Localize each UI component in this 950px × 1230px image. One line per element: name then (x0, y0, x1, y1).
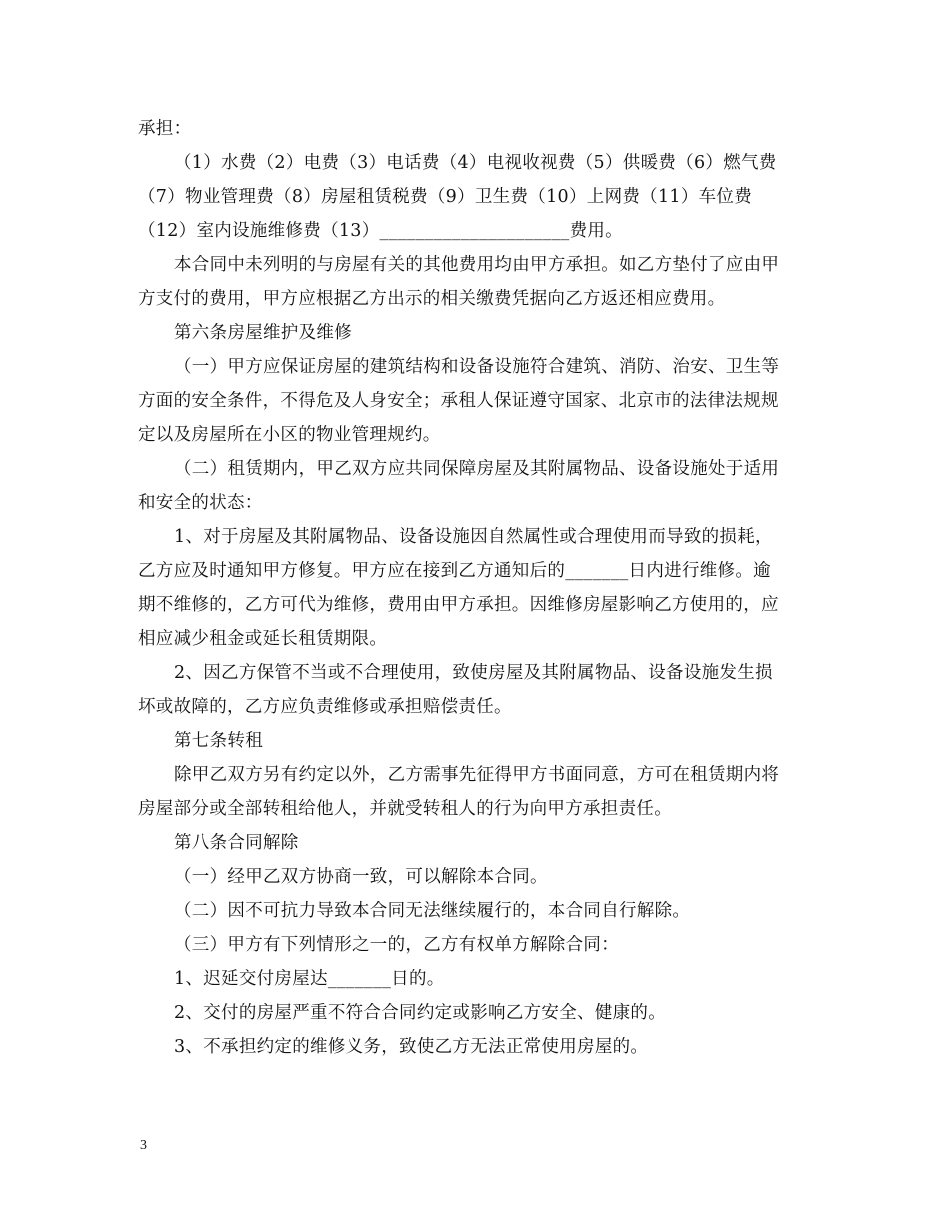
text-line: 2、因乙方保管不当或不合理使用，致使房屋及其附属物品、设备设施发生损 (174, 663, 773, 683)
text-line: 期不维修的，乙方可代为维修，费用由甲方承担。因维修房屋影响乙方使用的，应 (138, 595, 779, 615)
text-line: 3、不承担约定的维修义务，致使乙方无法正常使用房屋的。 (174, 1037, 649, 1057)
text-line: 方面的安全条件，不得危及人身安全；承租人保证遵守国家、北京市的法律法规规 (138, 391, 779, 411)
text-line: 坏或故障的，乙方应负责维修或承担赔偿责任。 (138, 697, 512, 717)
text-line: 1、对于房屋及其附属物品、设备设施因自然属性或合理使用而导致的损耗， (174, 527, 773, 547)
text-line: （二）租赁期内，甲乙双方应共同保障房屋及其附属物品、设备设施处于适用 (174, 459, 780, 479)
text-line: 承担： (138, 119, 192, 139)
text-line: 除甲乙双方另有约定以外，乙方需事先征得甲方书面同意，方可在租赁期内将 (174, 765, 780, 785)
text-line: 定以及房屋所在小区的物业管理规约。 (138, 425, 441, 445)
text-line: 乙方应及时通知甲方修复。甲方应在接到乙方通知后的_______日内进行维修。逾 (138, 561, 771, 581)
text-line: （一）甲方应保证房屋的建筑结构和设备设施符合建筑、消防、治安、卫生等 (174, 357, 780, 377)
text-line: （一）经甲乙双方协商一致，可以解除本合同。 (174, 867, 548, 887)
text-line: 方支付的费用，甲方应根据乙方出示的相关缴费凭据向乙方返还相应费用。 (138, 289, 726, 309)
document-body (138, 112, 814, 1064)
text-line: （1）水费（2）电费（3）电话费（4）电视收视费（5）供暖费（6）燃气费 (174, 153, 777, 173)
section-heading: 第八条合同解除 (174, 833, 299, 853)
text-line: 和安全的状态： (138, 493, 263, 513)
text-line: （7）物业管理费（8）房屋租赁税费（9）卫生费（10）上网费（11）车位费 (138, 187, 753, 207)
text-line: （三）甲方有下列情形之一的，乙方有权单方解除合同： (174, 935, 619, 955)
text-line: 房屋部分或全部转租给他人，并就受转租人的行为向甲方承担责任。 (138, 799, 672, 819)
text-line: （二）因不可抗力导致本合同无法继续履行的，本合同自行解除。 (174, 901, 691, 921)
text-line: 相应减少租金或延长租赁期限。 (138, 629, 388, 649)
page-number: 3 (140, 1138, 147, 1153)
section-heading: 第六条房屋维护及维修 (174, 323, 352, 343)
section-heading: 第七条转租 (174, 731, 263, 751)
text-line: 2、交付的房屋严重不符合合同约定或影响乙方安全、健康的。 (174, 1003, 667, 1023)
text-line: 1、迟延交付房屋达_______日的。 (174, 969, 445, 989)
text-line: （12）室内设施维修费（13）_____________________费用。 (138, 221, 623, 241)
text-line: 本合同中未列明的与房屋有关的其他费用均由甲方承担。如乙方垫付了应由甲 (174, 255, 780, 275)
